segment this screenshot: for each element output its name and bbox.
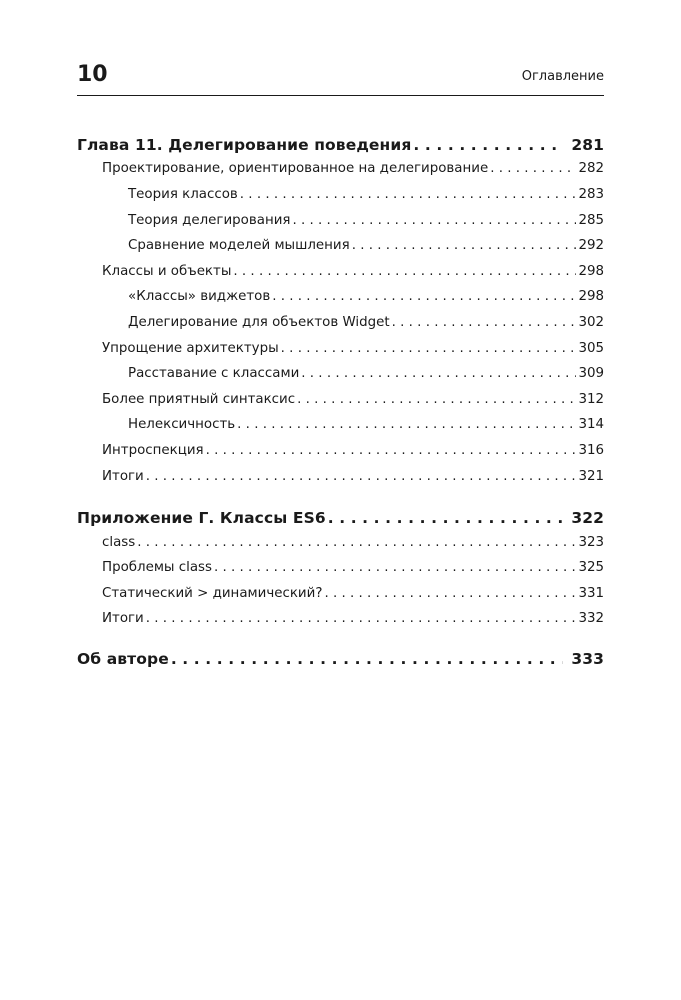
dot-leader <box>328 509 564 527</box>
dot-leader <box>392 315 577 330</box>
toc-entry-page: 298 <box>578 289 604 304</box>
toc-entry-title: Проблемы class <box>102 560 212 575</box>
toc-entry-page: 285 <box>578 213 604 228</box>
toc-entry-page: 333 <box>571 650 604 668</box>
toc-entry <box>77 586 604 601</box>
toc-entry-title: Интроспекция <box>102 443 204 458</box>
toc-entry-title: Более приятный синтаксис <box>102 392 296 407</box>
toc-entry-title: Глава 11. Делегирование поведения <box>77 136 412 154</box>
toc-entry-page: 316 <box>578 443 604 458</box>
toc-entry-title: Классы и объекты <box>102 264 232 279</box>
toc-entry <box>77 469 604 484</box>
toc-chapter-entry <box>77 509 604 527</box>
dot-leader <box>171 650 564 668</box>
toc-entry <box>77 213 604 228</box>
toc-entry-page: 282 <box>578 161 604 176</box>
dot-leader <box>146 611 577 626</box>
page-header <box>77 60 604 92</box>
toc-entry-title: Нелексичность <box>128 417 236 432</box>
toc-entry-page: 281 <box>571 136 604 154</box>
toc-entry-page: 323 <box>578 535 604 550</box>
toc-entry <box>77 443 604 458</box>
toc-entry-page: 302 <box>578 315 604 330</box>
dot-leader <box>297 392 576 407</box>
toc-entry-page: 332 <box>578 611 604 626</box>
toc-entry-page: 298 <box>578 264 604 279</box>
toc-entry-title: Приложение Г. Классы ES6 <box>77 509 326 527</box>
toc-entry-title: Теория классов <box>128 187 238 202</box>
toc-entry-title: Упрощение архитектуры <box>102 341 279 356</box>
toc-entry-title: Об авторе <box>77 650 169 668</box>
dot-leader <box>206 443 577 458</box>
toc-entry <box>77 161 604 176</box>
dot-leader <box>281 341 577 356</box>
dot-leader <box>214 560 576 575</box>
page-number: 10 <box>77 62 108 87</box>
toc-entry-page: 321 <box>578 469 604 484</box>
toc-entry-title: class <box>102 535 136 550</box>
toc-entry-title: Делегирование для объектов Widget <box>128 315 390 330</box>
toc-entry-title: «Классы» виджетов <box>128 289 271 304</box>
toc-entry-title: Расставание с классами <box>128 366 300 381</box>
running-title: Оглавление <box>521 69 604 84</box>
toc-entry-page: 309 <box>578 366 604 381</box>
dot-leader <box>146 469 577 484</box>
toc-entry-title: Сравнение моделей мышления <box>128 238 350 253</box>
toc-entry <box>77 560 604 575</box>
dot-leader <box>490 161 576 176</box>
dot-leader <box>272 289 576 304</box>
toc-entry-page: 292 <box>578 238 604 253</box>
toc-entry-title: Статический > динамический? <box>102 586 323 601</box>
toc-entry-page: 305 <box>578 341 604 356</box>
toc-entry-title: Проектирование, ориентированное на делегирование <box>102 161 489 176</box>
dot-leader <box>352 238 577 253</box>
toc-chapter-entry <box>77 136 604 154</box>
toc-entry-title: Итоги <box>102 611 144 626</box>
dot-leader <box>324 586 576 601</box>
toc-chapter-entry <box>77 650 604 668</box>
toc-entry <box>77 535 604 550</box>
toc-entry-page: 312 <box>578 392 604 407</box>
toc-entry <box>77 417 604 432</box>
toc-entry <box>77 315 604 330</box>
toc-entry-page: 331 <box>578 586 604 601</box>
dot-leader <box>292 213 576 228</box>
toc-entry-page: 283 <box>578 187 604 202</box>
toc-entry <box>77 611 604 626</box>
toc-entry-page: 314 <box>578 417 604 432</box>
toc-entry <box>77 392 604 407</box>
toc-entry-page: 322 <box>571 509 604 527</box>
toc-entry <box>77 187 604 202</box>
toc-entry-title: Теория делегирования <box>128 213 291 228</box>
toc-entry-title: Итоги <box>102 469 144 484</box>
toc-entry <box>77 289 604 304</box>
dot-leader <box>233 264 576 279</box>
dot-leader <box>301 366 576 381</box>
dot-leader <box>237 417 576 432</box>
toc-entry <box>77 341 604 356</box>
dot-leader <box>413 136 563 154</box>
dot-leader <box>240 187 577 202</box>
dot-leader <box>137 535 576 550</box>
toc-entry <box>77 366 604 381</box>
toc-entry-page: 325 <box>578 560 604 575</box>
toc-entry <box>77 238 604 253</box>
header-rule <box>77 95 604 96</box>
toc-entry <box>77 264 604 279</box>
